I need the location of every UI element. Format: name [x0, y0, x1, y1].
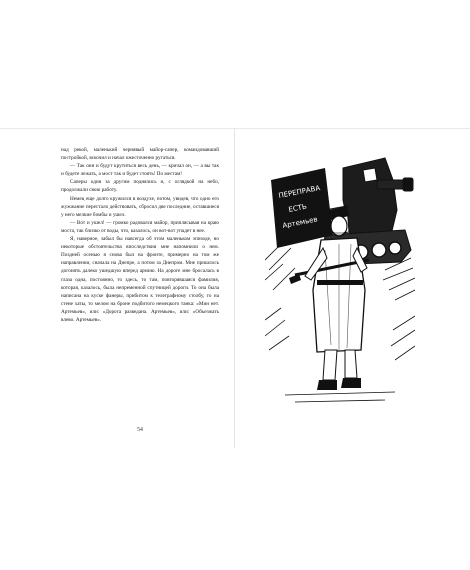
- paragraph: Немец еще долго кружился в воздухе, потом, увидев, что одно его жужжание перестало действовать, сбросил две последние, оставшиеся у него мелкие бомбы и ушел.: [61, 195, 219, 218]
- paragraph: — Вот и ушел! — громко радовался майор, приплясывая на краю моста, так близко от воды, что, казалось, он вот-вот упадет в нее.: [61, 219, 219, 234]
- sign-text-line1: ПЕРЕПРАВА: [277, 184, 321, 200]
- illustration-soldier-with-tank: [265, 140, 415, 410]
- sign-text-line2: ЕСТЬ: [287, 202, 308, 214]
- background-top: [0, 0, 470, 128]
- paragraph: — Так они и будут крутиться весь день, — кричал он, — а вы так и будете лежать, а мост так и будет стоять! По местам!: [61, 163, 219, 178]
- page-edge: [0, 128, 470, 129]
- paragraph: Саперы один за другим поднялись и, с оглядкой на небо, продолжали свою работу.: [61, 179, 219, 194]
- paragraph: над рекой, маленький чернявый майор-сапер, командовавший постройкой, вскочил и начал ожесточенно ругаться.: [61, 147, 219, 162]
- sign-text-line3: Артемьев: [281, 215, 319, 230]
- left-page-text: [61, 146, 219, 436]
- book-gutter: [234, 128, 235, 448]
- background-bottom: [0, 448, 470, 570]
- page-number: 54: [137, 427, 143, 433]
- paragraph: Я, наверное, забыл бы навсегда об этом маленьком эпизоде, но некоторые обстоятельства впоследствии мне напомнили о нем. Поздней осенью я снова был на фронте, примерно на том же направлении, сначала на Днепре, а потом за Днепром. Мне пришлось догонять далеко ушедшую вперед армию. На дороге мне бросалась в глаза одна, постоянно, то здесь, то там, повторявшаяся фамилия, которая, казалось, была непременной спутницей дороги. То она была написана на куске фанеры, прибитом к телеграфному столбу, то на стене хаты, то мелом на броне подбитого немецкого танка: «Мин нет. Артемьев», или: «Дорога разведана. Артемьев», или: «Объезжать влево. Артемьев».: [61, 236, 219, 323]
- sign-board: [271, 168, 333, 248]
